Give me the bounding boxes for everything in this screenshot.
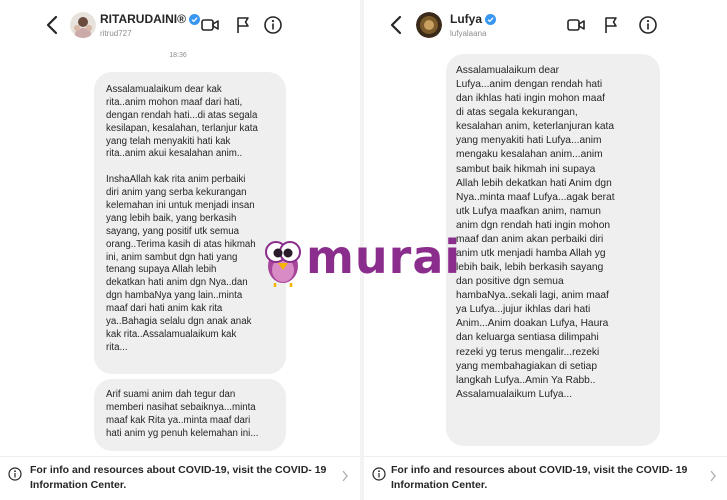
chevron-right-icon — [709, 470, 717, 482]
back-arrow-icon[interactable] — [388, 14, 404, 36]
video-call-icon[interactable] — [200, 15, 220, 35]
covid-info-bar[interactable] — [364, 456, 727, 500]
avatar[interactable] — [416, 12, 442, 38]
video-call-icon[interactable] — [566, 15, 586, 35]
handle: lufyalaana — [450, 29, 487, 38]
chat-header — [0, 0, 360, 50]
murai-wordmark: murai — [306, 230, 462, 284]
murai-logo — [262, 230, 462, 288]
chat-header — [364, 0, 727, 50]
message-bubble: Arif suami anim dah tegur dan memberi nasihat sebaiknya...minta maaf kak Rita ya..minta maaf dari hati anim yg penuh kelemahan ini... — [94, 379, 286, 451]
verified-badge-icon — [189, 14, 200, 25]
covid-info-bar[interactable] — [0, 456, 360, 500]
info-icon[interactable] — [263, 15, 283, 35]
username: RITARUDAINI® — [100, 12, 186, 26]
username-row[interactable] — [450, 12, 496, 26]
info-icon — [372, 467, 386, 481]
covid-info-text: For info and resources about COVID-19, visit the COVID- 19 Information Center. — [30, 464, 327, 492]
username: Lufya — [450, 12, 483, 26]
flag-icon[interactable] — [601, 15, 621, 35]
handle: ritrud727 — [100, 29, 132, 38]
murai-bird-icon — [262, 236, 304, 288]
username-row[interactable] — [100, 12, 200, 26]
covid-info-text: For info and resources about COVID-19, visit the COVID- 19 Information Center. — [391, 464, 688, 492]
chevron-right-icon — [341, 470, 349, 482]
flag-icon[interactable] — [233, 15, 253, 35]
back-arrow-icon[interactable] — [44, 14, 60, 36]
message-bubble: Assalamualaikum dear Lufya...anim dengan rendah hati dan ikhlas hati ingin mohon maaf di atas segala kekurangan, kesalahan anim, keterlanjuran kata yang menyakiti hati Lufya...anim mengaku kesalahan anim...anim sambut baik hikmah ini supaya Allah lebih dekatkan hati Anim dgn Nya..minta maaf Lufya...agak berat utk Lufya maafkan anim, namun anim dgn rendah hati ingin mohon maaf dan anim akan perbaiki diri anim utk menjadi hamba Allah yg lebih baik, lebih berkasih sayang dan positive dgn semua hambaNya..sekali lagi, anim maaf ya Lufya...jujur ikhlas dari hati Anim...Anim doakan Lufya, Haura dan keluarga sentiasa dilimpahi rezeki yg terus mengalir...rezeki yang membahagiakan di setiap langkah Lufya..Amin Ya Rabb.. Assalamualaikum Lufya... — [446, 54, 660, 446]
info-icon — [8, 467, 22, 481]
info-icon[interactable] — [638, 15, 658, 35]
message-bubble: Assalamualaikum dear kak rita..anim mohon maaf dari hati, dengan rendah hati...di atas segala kesilapan, kesalahan, terlanjur kata yang telah menyakiti hati kak rita..anim akui kesalahan anim.. InshaAllah kak rita anim perbaiki diri anim yang serba kekurangan kelemahan ini untuk menjadi insan yang lebih baik, yang berkasih sayang, yang positif utk semua orang..Terima kasih di atas hikmah ini, anim sambut dgn hati yang tenang supaya Allah lebih dekatkan hati anim dgn Nya..dan dgn hambaNya yang lain..minta maaf dari hati anim kak rita ya..Bahagia selalu dgn anak anak kak rita..Assalamualaikum kak rita... — [94, 72, 286, 374]
verified-badge-icon — [485, 14, 496, 25]
avatar[interactable] — [70, 12, 96, 38]
timestamp: 18:36 — [169, 52, 187, 59]
